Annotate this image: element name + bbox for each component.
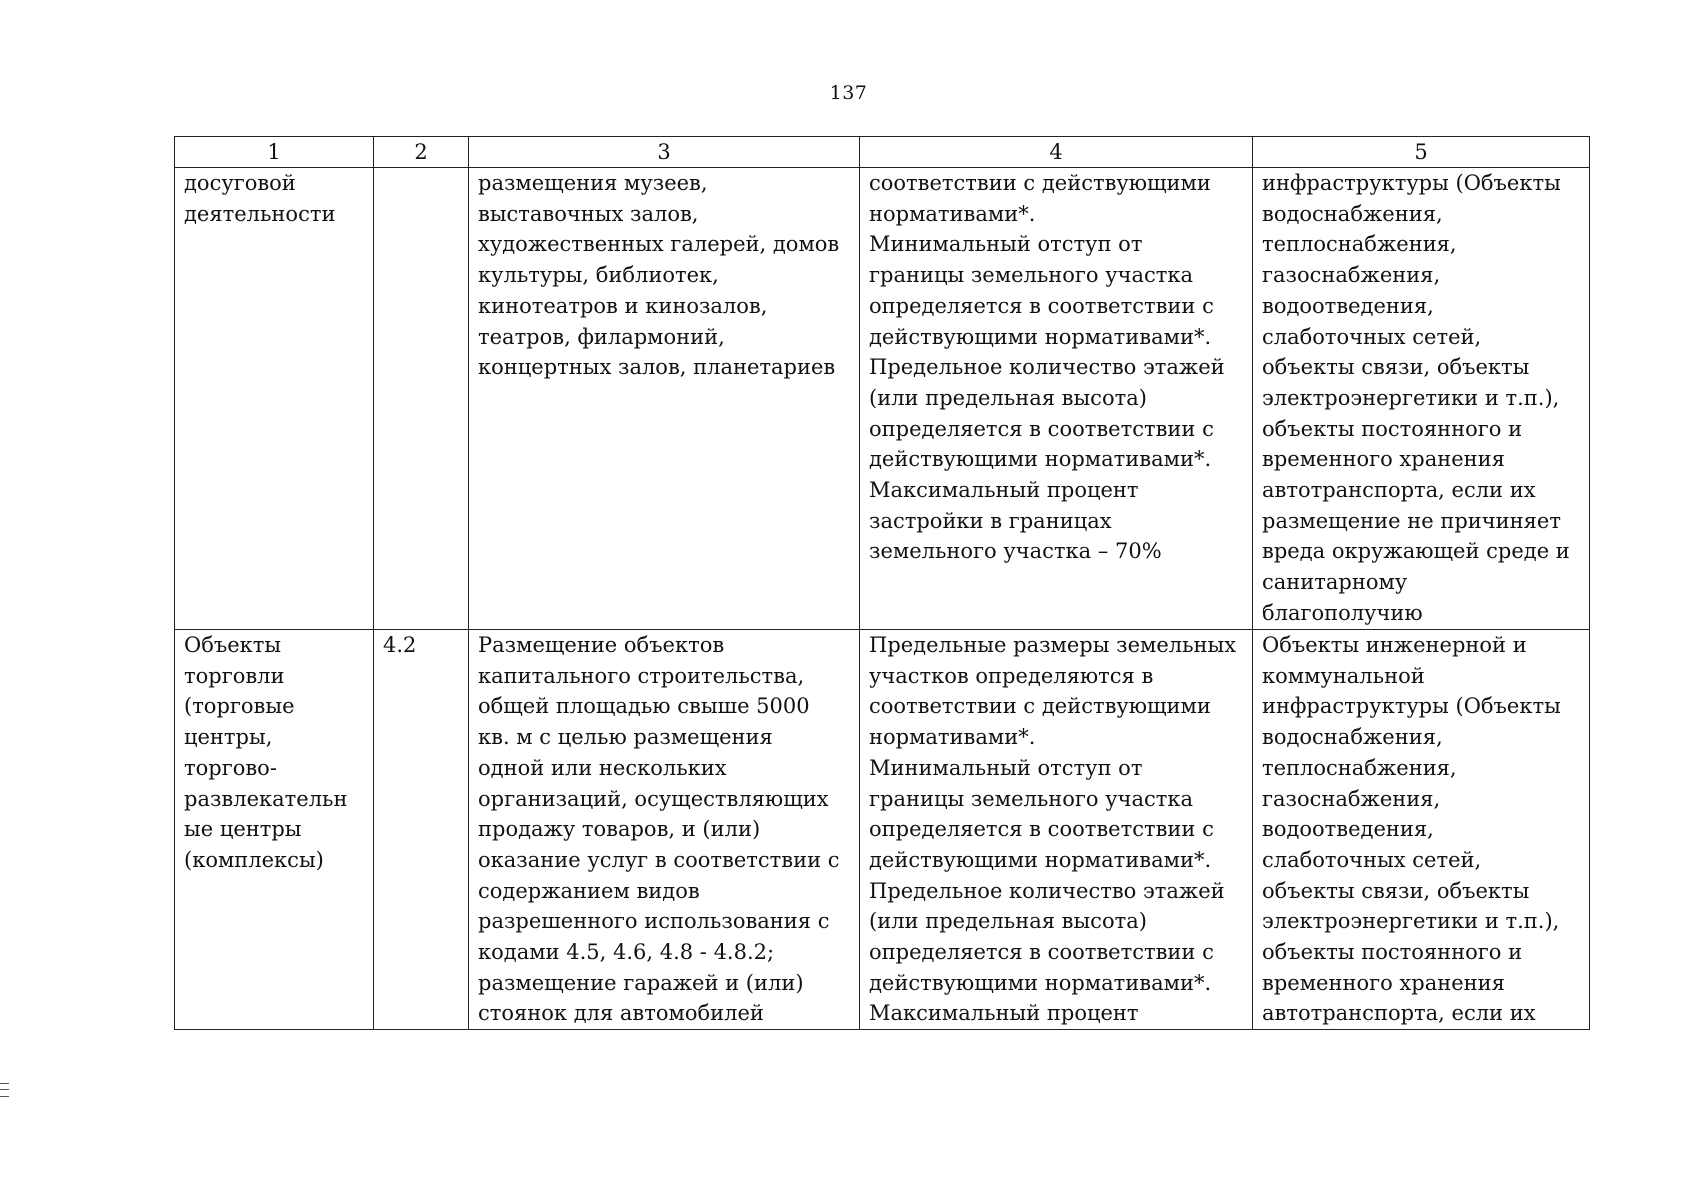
cell-line: автотранспорта, если их xyxy=(1262,1001,1536,1026)
cell-line: слаботочных сетей, xyxy=(1262,324,1482,349)
cell-line: временного хранения xyxy=(1262,447,1505,472)
cell-line: действующими нормативами*. xyxy=(869,447,1212,472)
cell-line: размещение не причиняет xyxy=(1262,508,1561,533)
page-number: 137 xyxy=(829,82,868,104)
cell-line: слаботочных сетей, xyxy=(1262,847,1482,872)
cell-line: объекты постоянного и xyxy=(1262,416,1523,441)
cell-line: ые центры xyxy=(184,817,302,842)
cell-line: Минимальный отступ от xyxy=(869,232,1143,257)
cell-line: разрешенного использования с xyxy=(478,909,830,934)
table-cell-col-1 xyxy=(175,630,374,1030)
cell-line: водоснабжения, xyxy=(1262,725,1443,750)
cell-line: определяется в соответствии с xyxy=(869,416,1214,441)
cell-line: автотранспорта, если их xyxy=(1262,478,1536,503)
cell-line: театров, филармоний, xyxy=(478,324,725,349)
table-row xyxy=(175,168,1590,630)
cell-line: Предельное количество этажей xyxy=(869,355,1225,380)
cell-line: кв. м с целью размещения xyxy=(478,725,773,750)
cell-line: кинотеатров и кинозалов, xyxy=(478,293,768,318)
cell-line: инфраструктуры (Объекты xyxy=(1262,171,1561,195)
header-col-3: 3 xyxy=(469,137,860,168)
cell-line: досуговой xyxy=(184,171,296,195)
cell-line: Предельное количество этажей xyxy=(869,878,1225,903)
cell-line: Объекты инженерной и xyxy=(1262,633,1527,657)
cell-line: (торговые xyxy=(184,694,295,719)
cell-line: водоснабжения, xyxy=(1262,201,1443,226)
cell-line: границы земельного участка xyxy=(869,786,1194,811)
table-cell-col-2 xyxy=(374,630,469,1030)
cell-line: участков определяются в xyxy=(869,663,1154,688)
cell-line: коммунальной xyxy=(1262,663,1425,688)
header-col-4: 4 xyxy=(860,137,1253,168)
cell-line: размещение гаражей и (или) xyxy=(478,970,804,995)
cell-line: соответствии с действующими xyxy=(869,694,1211,719)
cell-line: (комплексы) xyxy=(184,847,324,872)
scan-edge-mark xyxy=(0,1083,9,1097)
cell-line: Максимальный процент xyxy=(869,478,1139,503)
cell-line: вреда окружающей среде и xyxy=(1262,539,1570,564)
cell-line: торгово- xyxy=(184,755,277,780)
cell-line: одной или нескольких xyxy=(478,755,727,780)
cell-line: стоянок для автомобилей xyxy=(478,1001,764,1026)
table-cell-col-5 xyxy=(1253,168,1590,630)
table-row xyxy=(175,630,1590,1030)
cell-line: Предельные размеры земельных xyxy=(869,633,1237,657)
cell-line: водоотведения, xyxy=(1262,817,1434,842)
cell-line: содержанием видов xyxy=(478,878,700,903)
cell-line: общей площадью свыше 5000 xyxy=(478,694,810,719)
header-col-2: 2 xyxy=(374,137,469,168)
header-row xyxy=(175,137,1590,168)
cell-line: Объекты xyxy=(184,633,282,657)
cell-line: оказание услуг в соответствии с xyxy=(478,847,840,872)
cell-line: временного хранения xyxy=(1262,970,1505,995)
cell-line: действующими нормативами*. xyxy=(869,847,1212,872)
cell-line: художественных галерей, домов xyxy=(478,232,840,257)
cell-line: определяется в соответствии с xyxy=(869,940,1214,965)
cell-line: Размещение объектов xyxy=(478,633,725,657)
table-cell-col-3 xyxy=(469,168,860,630)
cell-line: инфраструктуры (Объекты xyxy=(1262,694,1561,719)
cell-line: санитарному xyxy=(1262,570,1408,595)
cell-line: Максимальный процент xyxy=(869,1001,1139,1026)
table-cell-col-3 xyxy=(469,630,860,1030)
cell-line: газоснабжения, xyxy=(1262,786,1441,811)
cell-line: деятельности xyxy=(184,201,336,226)
cell-line: определяется в соответствии с xyxy=(869,817,1214,842)
cell-line: организаций, осуществляющих xyxy=(478,786,829,811)
table-cell-col-5 xyxy=(1253,630,1590,1030)
cell-line: определяется в соответствии с xyxy=(869,293,1214,318)
cell-line: застройки в границах xyxy=(869,508,1112,533)
table-cell-col-4 xyxy=(860,168,1253,630)
header-col-5: 5 xyxy=(1253,137,1590,168)
cell-line: земельного участка – 70% xyxy=(869,539,1162,564)
cell-line: выставочных залов, xyxy=(478,201,699,226)
header-col-1: 1 xyxy=(175,137,374,168)
cell-line: продажу товаров, и (или) xyxy=(478,817,761,842)
cell-line: центры, xyxy=(184,725,273,750)
cell-line: торговли xyxy=(184,663,285,688)
table-cell-col-1 xyxy=(175,168,374,630)
cell-line: объекты постоянного и xyxy=(1262,940,1523,965)
cell-line: (или предельная высота) xyxy=(869,385,1147,410)
table-cell-col-4 xyxy=(860,630,1253,1030)
cell-line: 4.2 xyxy=(383,633,417,657)
cell-line: теплоснабжения, xyxy=(1262,755,1457,780)
cell-line: электроэнергетики и т.п.), xyxy=(1262,909,1560,934)
cell-line: объекты связи, объекты xyxy=(1262,878,1530,903)
cell-line: концертных залов, планетариев xyxy=(478,355,836,380)
cell-line: развлекательн xyxy=(184,786,348,811)
cell-line: размещения музеев, xyxy=(478,171,708,195)
cell-line: газоснабжения, xyxy=(1262,263,1441,288)
cell-line: объекты связи, объекты xyxy=(1262,355,1530,380)
cell-line: электроэнергетики и т.п.), xyxy=(1262,385,1560,410)
cell-line: действующими нормативами*. xyxy=(869,970,1212,995)
cell-line: соответствии с действующими xyxy=(869,171,1211,195)
cell-line: Минимальный отступ от xyxy=(869,755,1143,780)
cell-line: водоотведения, xyxy=(1262,293,1434,318)
zoning-table xyxy=(174,136,1590,1030)
cell-line: действующими нормативами*. xyxy=(869,324,1212,349)
cell-line: нормативами*. xyxy=(869,201,1036,226)
cell-line: благополучию xyxy=(1262,600,1423,625)
cell-line: границы земельного участка xyxy=(869,263,1194,288)
table-cell-col-2 xyxy=(374,168,469,630)
cell-line: теплоснабжения, xyxy=(1262,232,1457,257)
cell-line: кодами 4.5, 4.6, 4.8 - 4.8.2; xyxy=(478,940,775,965)
cell-line: (или предельная высота) xyxy=(869,909,1147,934)
cell-line: культуры, библиотек, xyxy=(478,263,719,288)
cell-line: нормативами*. xyxy=(869,725,1036,750)
cell-line: капитального строительства, xyxy=(478,663,805,688)
